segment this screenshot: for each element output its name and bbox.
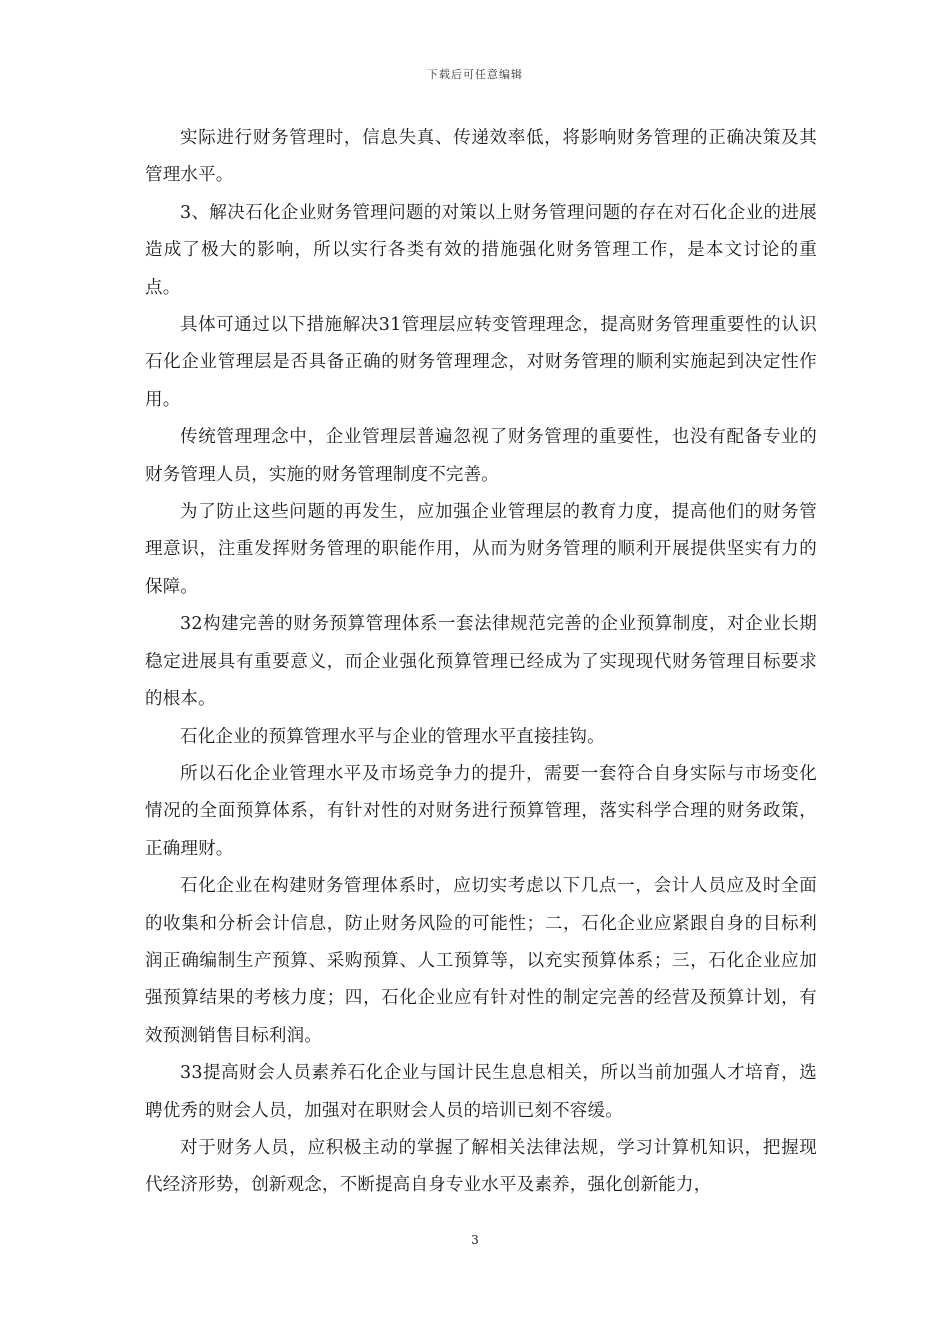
paragraph: 石化企业的预算管理水平与企业的管理水平直接挂钩。: [180, 726, 605, 747]
paragraph: 3、解决石化企业财务管理问题的对策以上财务管理问题的存在对石化企业的进展造成了极大的影响，所以实行各类有效的措施强化财务管理工作，是本文讨论的重点。: [145, 202, 817, 298]
paragraph: 33提高财会人员素养石化企业与国计民生息息相关，所以当前加强人才培育，选聘优秀的财会人员，加强对在职财会人员的培训已刻不容缓。: [145, 1063, 817, 1121]
paragraph: 实际进行财务管理时，信息失真、传递效率低，将影响财务管理的正确决策及其管理水平。: [145, 128, 817, 186]
paragraph: 具体可通过以下措施解决31管理层应转变管理理念，提高财务管理重要性的认识石化企业管理层是否具备正确的财务管理理念，对财务管理的顺利实施起到决定性作用。: [145, 315, 817, 410]
page-number: 3: [471, 1233, 479, 1247]
paragraph: 对于财务人员，应积极主动的掌握了解相关法律法规，学习计算机知识，把握现代经济形势，创新观念，不断提高自身专业水平及素养，强化创新能力，: [145, 1137, 817, 1196]
paragraph: 石化企业在构建财务管理体系时，应切实考虑以下几点一，会计人员应及时全面的收集和分析会计信息，防止财务风险的可能性；二，石化企业应紧跟自身的目标利润正确编制生产预算、采购预算、人工预算等，以充实预算体系；三，石化企业应加强预算结果的考核力度；四，石化企业应有针对性的制定完善的经营及预算计划，有效预测销售目标利润。: [145, 876, 817, 1046]
paragraph: 所以石化企业管理水平及市场竞争力的提升，需要一套符合自身实际与市场变化情况的全面预算体系，有针对性的对财务进行预算管理，落实科学合理的财务政策，正确理财。: [145, 763, 817, 859]
paragraph: 32构建完善的财务预算管理体系一套法律规范完善的企业预算制度，对企业长期稳定进展具有重要意义，而企业强化预算管理已经成为了实现现代财务管理目标要求的根本。: [145, 614, 817, 710]
document-body: [145, 120, 817, 1205]
paragraph: 传统管理理念中，企业管理层普遍忽视了财务管理的重要性，也没有配备专业的财务管理人员，实施的财务管理制度不完善。: [145, 427, 817, 485]
paragraph: 为了防止这些问题的再发生，应加强企业管理层的教育力度，提高他们的财务管理意识，注重发挥财务管理的职能作用，从而为财务管理的顺利开展提供坚实有力的保障。: [145, 502, 817, 597]
page-header: 下载后可任意编辑: [427, 68, 523, 81]
